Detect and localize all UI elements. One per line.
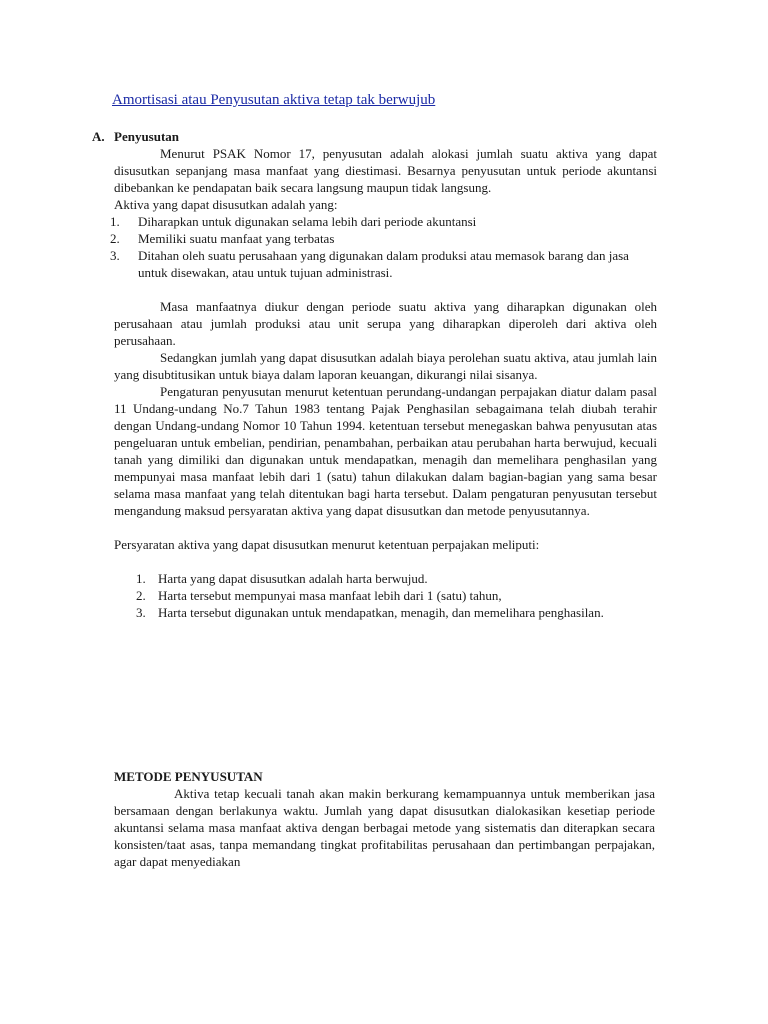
list-item [110,213,657,230]
list-number: 2. [110,231,120,246]
list-text: Harta yang dapat disusutkan adalah harta berwujud. [158,571,428,586]
list-number: 2. [136,588,146,603]
list-item [136,604,657,621]
criteria-list [110,213,657,281]
paragraph-criteria-intro: Aktiva yang dapat disusutkan adalah yang: [114,197,338,212]
list-item [110,247,657,281]
section-body [110,145,657,621]
section-penyusutan [92,128,662,621]
list-text: Diharapkan untuk digunakan selama lebih dari periode akuntansi [138,214,477,229]
list-item [136,587,657,604]
list-item [136,570,657,587]
paragraph-jumlah-disusutkan: Sedangkan jumlah yang dapat disusutkan adalah biaya perolehan suatu aktiva, atau jumlah lain yang disubtitusikan untuk biaya dalam laporan keuangan, dikurangi nilai sisanya. [114,350,657,382]
section-title: Penyusutan [114,129,180,144]
section-heading [92,128,662,145]
paragraph-metode: Aktiva tetap kecuali tanah akan makin berkurang kemampuannya untuk memberikan jasa bersamaan dengan berlakunya waktu. Jumlah yang dapat disusutkan dialokasikan kesetiap periode akuntansi selama masa manfaat aktiva dengan berbagai metode yang sistematis dan diterapkan secara konsisten/taat asas, tanpa memandang tingkat profitabilitas perusahaan dan pertimbangan perpajakan, agar dapat menyediakan [114,786,655,869]
document-title: Amortisasi atau Penyusutan aktiva tetap tak berwujub [112,92,436,108]
list-number: 1. [136,571,146,586]
requirements-list [114,570,657,621]
list-number: 1. [110,214,120,229]
list-text: Harta tersebut digunakan untuk mendapatkan, menagih, dan memelihara penghasilan. [158,605,604,620]
list-item [110,230,657,247]
section-label: A. [92,129,105,144]
spacer [114,553,657,570]
list-text: Memiliki suatu manfaat yang terbatas [138,231,335,246]
list-text: Harta tersebut mempunyai masa manfaat lebih dari 1 (satu) tahun, [158,588,502,603]
section-metode [114,768,655,870]
spacer [114,519,657,536]
list-text: Ditahan oleh suatu perusahaan yang digunakan dalam produksi atau memasok barang dan jasa untuk disewakan, atau untuk tujuan administrasi. [138,248,629,280]
paragraph-masa-manfaat: Masa manfaatnya diukur dengan periode suatu aktiva yang diharapkan digunakan oleh perusahaan atau jumlah produksi atau unit serupa yang diharapkan diperoleh dari aktiva oleh perusahaan. [114,299,657,348]
spacer [114,281,657,298]
paragraph-definition: Menurut PSAK Nomor 17, penyusutan adalah alokasi jumlah suatu aktiva yang dapat disusutkan sepanjang masa manfaat yang diestimasi. Besarnya penyusutan untuk periode akuntansi dibebankan ke pendapatan baik secara langsung maupun tidak langsung. [114,146,657,195]
section-heading: METODE PENYUSUTAN [114,769,263,784]
list-number: 3. [136,605,146,620]
list-number: 3. [110,248,120,263]
paragraph-pengaturan: Pengaturan penyusutan menurut ketentuan perundang-undangan perpajakan diatur dalam pasal 11 Undang-undang No.7 Tahun 1983 tentang Pajak Penghasilan sebagaimana telah diubah terahir dengan Undang-undang Nomor 10 Tahun 1994. ketentuan tersebut menegaskan bahwa penyusutan atas pengeluaran untuk embelian, pendirian, penambahan, perbaikan atau perubahan harta berwujud, kecuali tanah yang dimiliki dan digunakan untuk mendapatkan, menagih dan memelihara penghasilan yang mempunyai masa manfaat lebih dari 1 (satu) tahun dilakukan dalam bagian-bagian yang sama besar selama masa manfaat yang telah ditentukan bagi harta tersebut. Dalam pengaturan penyusutan tersebut mengandung maksud persyaratan aktiva yang dapat disusutkan dan metode penyusutannya. [114,384,657,518]
paragraph-persyaratan: Persyaratan aktiva yang dapat disusutkan menurut ketentuan perpajakan meliputi: [114,537,540,552]
